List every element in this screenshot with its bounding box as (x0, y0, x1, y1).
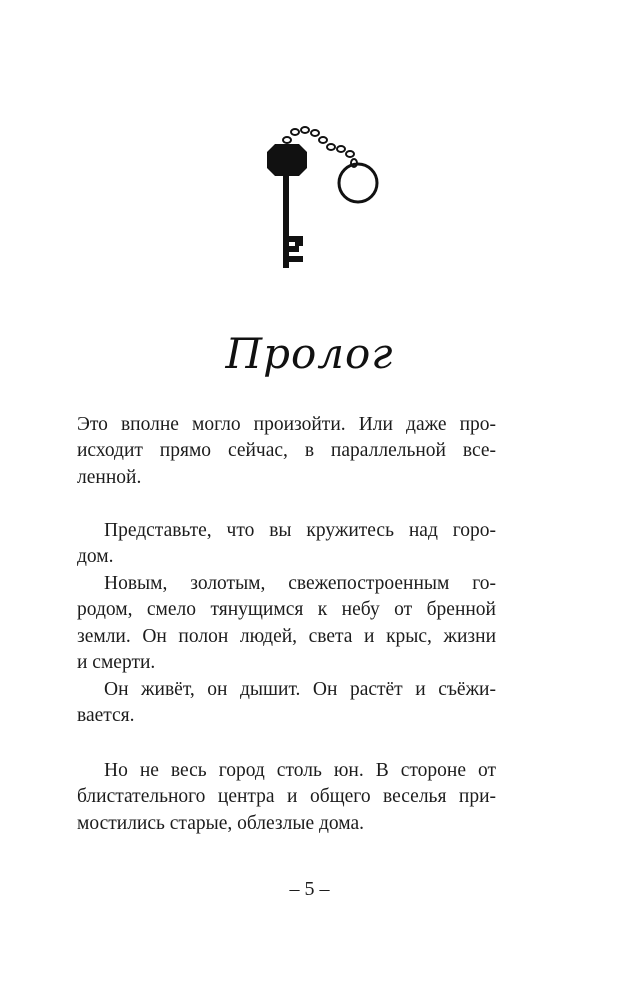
text-line: блистательного центра и общего веселья при- (77, 786, 496, 808)
text-line: Но не весь город столь юн. В стороне от (104, 760, 496, 781)
paragraph-5 (77, 758, 496, 837)
text-line: Представьте, что вы кружитесь над горо- (104, 520, 496, 541)
text-line: Новым, золотым, свежепостроенным го- (104, 573, 496, 594)
page-number: – 5 – (289, 878, 330, 900)
text-line: вается. (77, 705, 135, 727)
text-line: Это вполне могло произойти. Или даже про- (77, 414, 496, 435)
text-line: земли. Он полон людей, света и крыс, жизни (77, 625, 496, 647)
text-line: и смерти. (77, 652, 156, 674)
text-line: Он живёт, он дышит. Он растёт и съёжи- (104, 679, 496, 700)
text-line: родом, смело тянущимся к небу от бренной (77, 599, 496, 621)
paragraph-1 (77, 412, 496, 491)
text-line: мостились старые, облезлые дома. (77, 812, 365, 834)
text-line: дом. (77, 546, 114, 568)
text-line: ленной. (77, 466, 142, 488)
paragraph-3 (77, 571, 496, 677)
text-line: исходит прямо сейчас, в параллельной все- (77, 440, 496, 462)
paragraph-2 (77, 518, 496, 571)
key-with-ring-icon (255, 118, 395, 278)
chapter-title: Пролог (225, 329, 394, 378)
paragraph-4 (77, 677, 496, 730)
